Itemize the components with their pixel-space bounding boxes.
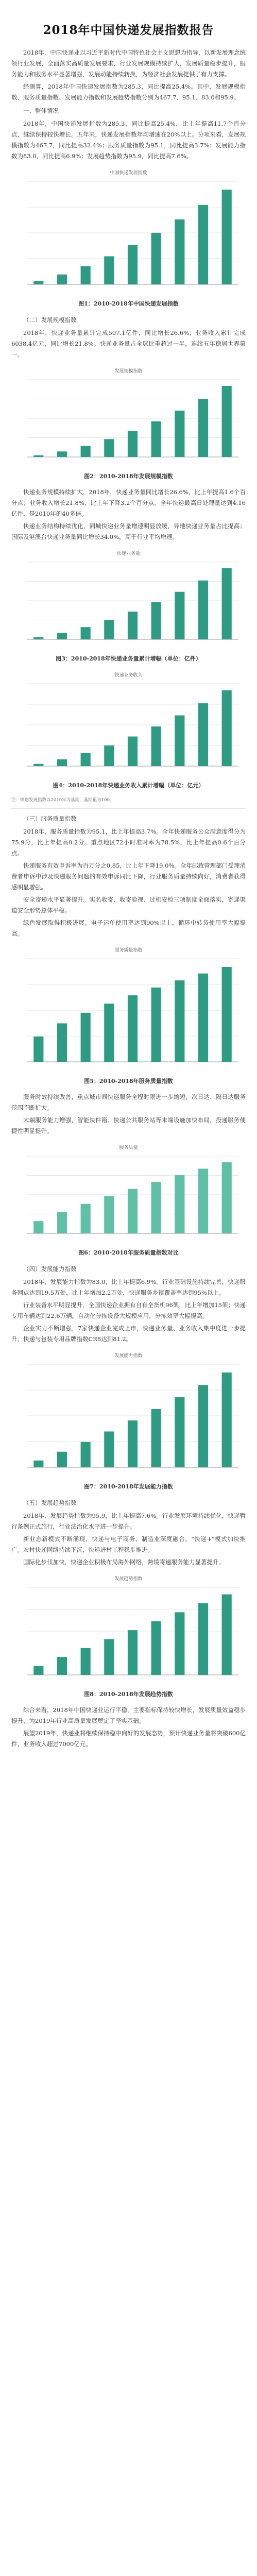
- figure-caption: 图5：2010-2018年服务质量指数: [84, 1078, 173, 1084]
- chart-bar: [33, 1037, 43, 1062]
- chart-bar: [57, 1657, 67, 1675]
- figure-caption: 图1：2010-2018年中国快递发展指数: [78, 300, 179, 307]
- section-paragraph: 绿色发展取得积极进展。电子运单使用率达到90%以上，循环中转袋使用率大幅提高。: [11, 919, 246, 937]
- figure-caption: 图6：2010-2018年服务质量指数对比: [78, 1249, 179, 1256]
- figure-7: [11, 1350, 246, 1479]
- chart-bar: [151, 1621, 161, 1675]
- chart-bar: [81, 1204, 91, 1233]
- chart-bar: [104, 1431, 114, 1467]
- chart-bar: [57, 633, 67, 639]
- figure-3: [11, 548, 246, 651]
- chart-bar: [33, 1666, 43, 1675]
- section-paragraph: 快递业务结构持续优化，同城快递业务量增速明显放缓，异地快递业务量占比提高；国际及港澳台快递业务量同比增长34.0%，高于行业平均增速。: [11, 522, 246, 540]
- chart-bar: [57, 1452, 67, 1467]
- chart-bar: [175, 1175, 184, 1233]
- section-heading: （三）服务质量指数: [23, 815, 77, 822]
- figure-caption: 图4：2010-2018年快递业务收入累计增幅（单位：亿元）: [53, 782, 204, 789]
- chart-bar: [175, 592, 184, 639]
- chart-title: 快递业务量: [116, 551, 141, 556]
- chart-bar: [104, 256, 114, 284]
- chart-bar: [151, 726, 161, 766]
- chart-bar: [198, 974, 208, 1062]
- chart-bar: [175, 980, 184, 1062]
- chart-bar: [222, 1595, 232, 1675]
- chart-bar: [151, 1409, 161, 1467]
- chart-bar: [57, 1023, 67, 1062]
- chart-bar: [175, 219, 184, 284]
- chart-title: 发展趋势指数: [114, 1577, 143, 1582]
- chart-bar: [81, 1648, 91, 1675]
- chart-bar: [104, 439, 114, 457]
- chart-bar: [151, 1182, 161, 1233]
- section-paragraph: 2018年，中国快递发展指数为285.3，同比提高25.4%，比上年提高11.7个百分点，继续保持较快增长。五年来，快递发展指数年均增速在20%以上。分项来看，发展规模指数为467.7，同比提高32.4%；服务质量指数为95.1，同比提高3.7%；发展能力指数为83.0，同比提高6.9%；发展趋势指数为95.9，同比提高7.6%。: [11, 120, 246, 160]
- section-paragraph: 国际化步伐加快，快递企业积极布局海外网络，跨境寄递服务能力显著提升。: [23, 1558, 225, 1566]
- intro-section: [11, 47, 246, 103]
- chart-bar: [151, 988, 161, 1062]
- bar-chart-7: [11, 1350, 246, 1479]
- bar-chart-3: [11, 548, 246, 651]
- chart-bar: [104, 1639, 114, 1675]
- bar-chart-6: [11, 1142, 246, 1245]
- chart-bar: [198, 1385, 208, 1467]
- chart-bar: [198, 399, 208, 457]
- section-paragraph: 行业装备水平明显提升，全国快递企业拥有自有全货机96架，比上年增加15架；快递专用车辆达到22.6万辆。自动化分拣设备大规模应用，分拣效率大幅提高。: [11, 1301, 246, 1319]
- chart-bar: [222, 967, 232, 1062]
- bar-chart-4: [11, 669, 246, 777]
- chart-title: 快递业务收入: [114, 673, 143, 678]
- bar-chart-2: [11, 365, 246, 468]
- bar-chart-8: [11, 1573, 246, 1686]
- section-heading: （二）发展规模指数: [23, 316, 77, 324]
- figure-caption: 图8：2010-2018年发展趋势指数: [84, 1691, 173, 1698]
- figure-caption: 图2：2010-2018年发展规模指数: [84, 473, 173, 480]
- figure-5: [11, 944, 246, 1073]
- chart-bar: [57, 1212, 67, 1233]
- chart-bar: [81, 627, 91, 639]
- section-paragraph: 2018年，发展趋势指数为95.9，比上年提高7.6%。行业发展环境持续优化，快递暂行条例正式施行，行业法治化水平进一步提升。: [11, 1512, 246, 1530]
- chart-bar: [222, 1372, 232, 1467]
- chart-bar: [128, 431, 138, 457]
- section-paragraph: 2018年，发展能力指数为83.0，比上年提高6.9%。行业基础设施持续完善，快递服务网点达到19.5万处，比上年增加2.2万处，快递服务乡镇覆盖率达到95%以上。: [11, 1278, 246, 1296]
- chart-title: 中国快递发展指数: [110, 171, 147, 176]
- chart-bar: [81, 753, 91, 766]
- chart-bar: [33, 1461, 43, 1467]
- chart-bar: [175, 411, 184, 457]
- chart-bar: [128, 612, 138, 639]
- section-paragraph: 快递业务规模持续扩大，2018年，快递业务量同比增长26.6%，比上年提高1.6个百分点；业务收入增长21.8%，比上年下降3.2个百分点。全年快递最高日处理量达到4.16亿件，是2010年的40多倍。: [11, 488, 246, 517]
- bar-chart-5: [11, 944, 246, 1073]
- chart-bar: [175, 1612, 184, 1675]
- chart-bar: [33, 281, 43, 284]
- section-heading: 一、整体情况: [23, 107, 59, 114]
- divider: [11, 808, 246, 809]
- figure-4: [11, 669, 246, 777]
- intro-paragraph: 2018年，中国快递业以习近平新时代中国特色社会主义思想为指导，以新发展理念统领行业发展，全面落实高质量发展要求，行业发展规模持续扩大，发展质量稳步提升，服务能力和服务水平显著增强，发展动能持续转换，为经济社会发展提供了有力支撑。: [11, 49, 246, 78]
- chart-bar: [81, 446, 91, 457]
- section-paragraph: 新业态新模式不断涌现，快递与电子商务、制造业深度融合，"快递+"模式加快推广。农村快递网络持续下沉，快递进村工程稳步推进。: [11, 1535, 246, 1553]
- chart-title: 服务质量: [119, 1145, 138, 1150]
- report-title: 2018年中国快递发展指数报告: [43, 23, 214, 37]
- chart-title: 服务质量指数: [114, 948, 143, 953]
- chart-bar: [222, 1162, 232, 1233]
- chart-bar: [128, 995, 138, 1062]
- chart-bar: [81, 266, 91, 284]
- chart-bar: [81, 1013, 91, 1062]
- chart-bar: [57, 759, 67, 766]
- section-heading: （五）发展趋势指数: [23, 1499, 77, 1506]
- chart-bar: [128, 737, 138, 766]
- chart-bar: [104, 620, 114, 639]
- chart-bar: [33, 455, 43, 457]
- chart-bar: [128, 245, 138, 284]
- chart-bar: [57, 451, 67, 457]
- chart-title: 发展能力指数: [114, 1353, 143, 1359]
- intro-paragraph: 经测算，2018年中国快递发展指数为285.3，同比提高25.4%。其中，发展规模指数、服务质量指数、发展能力指数和发展趋势指数分别为467.7、95.1、83.0和95.9。: [11, 83, 246, 101]
- chart-bar: [222, 690, 232, 766]
- section-heading: （四）发展能力指数: [23, 1265, 77, 1273]
- chart-bar: [128, 1189, 138, 1233]
- chart-bar: [175, 716, 184, 766]
- chart-bar: [128, 1630, 138, 1675]
- chart-bar: [198, 205, 208, 284]
- section-paragraph: 安全寄递水平显著提升。实名收寄、收寄验视、过机安检三项制度全面落实，寄递渠道安全形势总体平稳。: [11, 896, 246, 914]
- chart-bar: [151, 602, 161, 639]
- chart-bar: [222, 568, 232, 639]
- chart-bar: [33, 637, 43, 639]
- closing-paragraph: 综合来看，2018年中国快递业运行平稳，主要指标保持较快增长，发展质量效益稳步提升，为2019年行业高质量发展奠定了坚实基础。: [11, 1706, 246, 1724]
- footnote: 注：快递发展指数以2010年为基期，基期值为100。: [11, 798, 114, 803]
- figure-caption: 图7：2010-2018年发展能力指数: [84, 1483, 173, 1490]
- bar-chart-1: [11, 167, 246, 296]
- chart-bar: [104, 1196, 114, 1233]
- closing-paragraph: 展望2019年，快递业将继续保持稳中向好的发展态势，预计快递业务量将突破600亿件，业务收入超过7000亿元。: [11, 1730, 246, 1748]
- chart-bar: [198, 1603, 208, 1675]
- chart-bar: [128, 1420, 138, 1467]
- figure-caption: 图3：2010-2018年快递业务量累计增幅（单位：亿件）: [56, 655, 201, 662]
- chart-bar: [81, 1442, 91, 1467]
- chart-bar: [57, 275, 67, 284]
- figure-6: [11, 1142, 246, 1245]
- chart-bar: [151, 233, 161, 284]
- chart-bar: [198, 703, 208, 766]
- figure-8: [11, 1573, 246, 1686]
- section-paragraph: 2018年，服务质量指数为95.1，比上年提高3.7%。全年快递服务公众满意度得分为75.9分，比上年提高0.2分。重点地区72小时准时率为78.5%，比上年提高0.6个百分点。: [11, 828, 246, 857]
- chart-bar: [222, 190, 232, 284]
- chart-bar: [198, 1168, 208, 1233]
- figure-1: [11, 167, 246, 296]
- section-paragraph: 企业实力不断增强，7家快递企业完成上市，快递业务量、业务收入集中度进一步提升，快递与包装专用品牌指数CR8达到81.2。: [11, 1325, 246, 1343]
- chart-bar: [33, 764, 43, 766]
- figure-2: [11, 365, 246, 468]
- section-paragraph: 末端服务能力增强，智能快件箱、快递公共服务站等末端设施加快布局，投递服务便捷性明显提升。: [11, 1116, 246, 1134]
- chart-bar: [33, 1221, 43, 1233]
- chart-bar: [151, 421, 161, 457]
- chart-bar: [175, 1397, 184, 1467]
- chart-bar: [104, 745, 114, 766]
- chart-title: 发展规模指数: [114, 369, 143, 374]
- section-paragraph: 服务时效持续改善，重点城市间快递服务全程时限进一步缩短，次日达、隔日达服务范围不断扩大。: [11, 1093, 246, 1111]
- chart-bar: [104, 1004, 114, 1062]
- section-paragraph: 快递服务有效申诉率为百万分之0.85，比上年下降19.0%。全年邮政管理部门受理消费者申诉中涉及快递服务问题的有效申诉同比下降，行业服务质量持续向好，消费者获得感明显增强。: [11, 862, 246, 891]
- section-paragraph: 2018年，快递业务量累计完成507.1亿件，同比增长26.6%；业务收入累计完成6038.4亿元，同比增长21.8%。快递业务量占全球比重超过一半，连续五年稳居世界第一。: [11, 329, 246, 358]
- chart-bar: [222, 386, 232, 457]
- chart-bar: [198, 581, 208, 639]
